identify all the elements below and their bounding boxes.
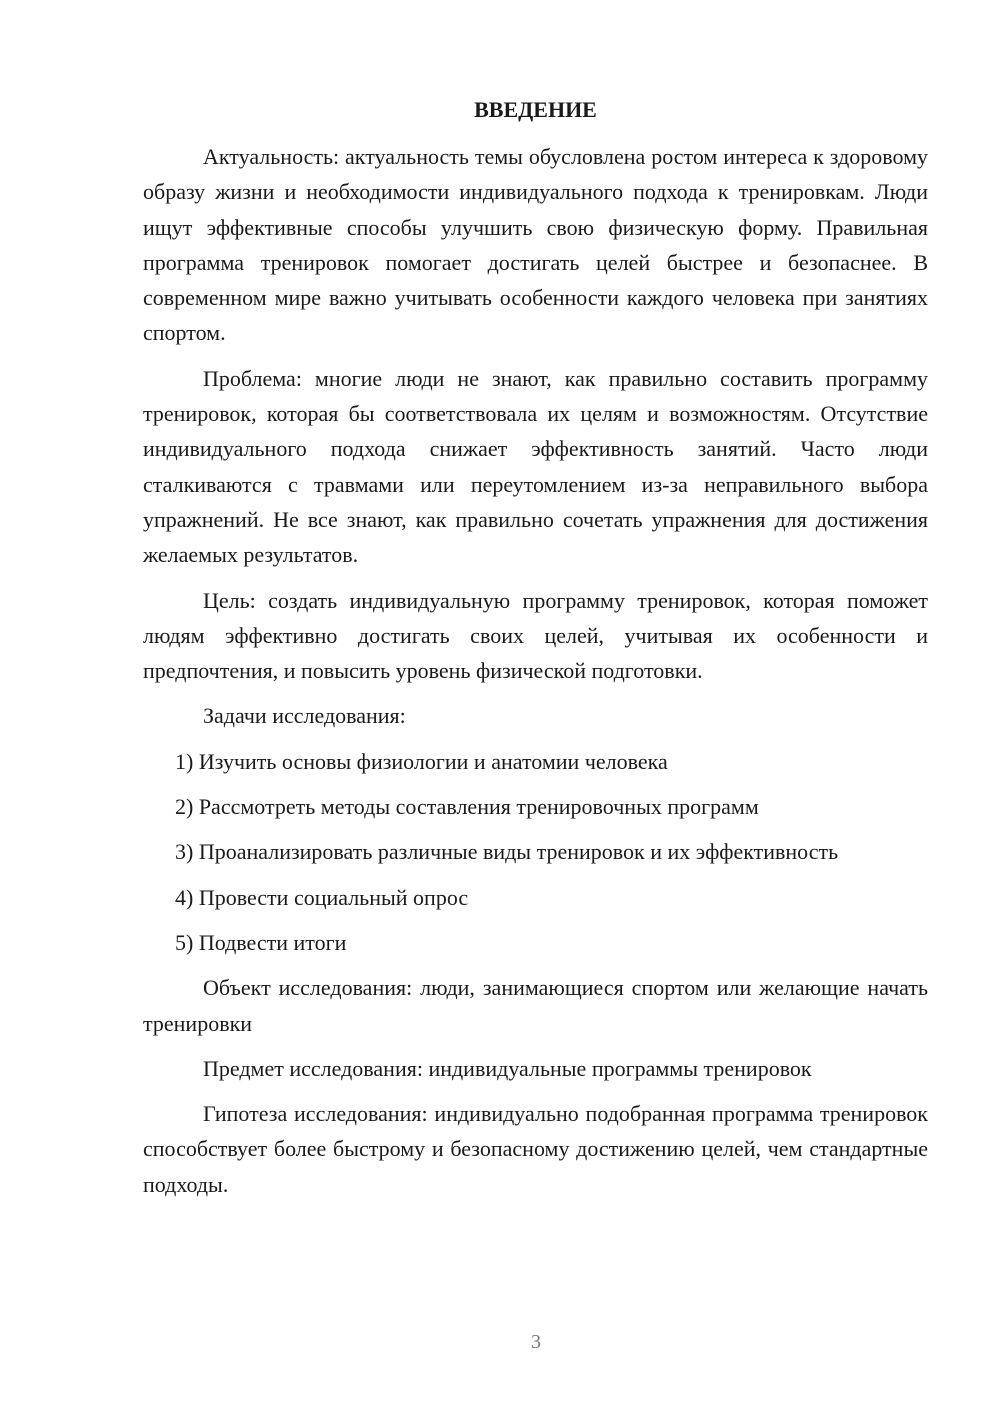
page-number: 3 [531,1331,541,1353]
list-item: 2) Рассмотреть методы составления тренировочных программ [175,794,759,820]
document-page [143,95,928,1212]
object-paragraph: Объект исследования: люди, занимающиеся спортом или желающие начать тренировки [143,975,928,1036]
hypothesis-paragraph: Гипотеза исследования: индивидуально подобранная программа тренировок способствует более быстрому и безопасному достижению целей, чем стандартные подходы. [143,1101,928,1197]
list-item: 3) Проанализировать различные виды тренировок и их эффективность [175,839,839,865]
tasks-list [143,744,928,960]
problem-paragraph: Проблема: многие люди не знают, как правильно составить программу тренировок, которая бы соответствовала их целям и возможностям. Отсутствие индивидуального подхода снижает эффективность занятий. Часто люди сталкиваются с травмами или переутомлением из-за неправильного выбора упражнений. Не все знают, как правильно сочетать упражнения для достижения желаемых результатов. [143,365,928,568]
list-item: 5) Подвести итоги [175,929,347,955]
tasks-heading: Задачи исследования: [203,703,406,729]
subject-paragraph: Предмет исследования: индивидуальные программы тренировок [203,1055,812,1081]
goal-paragraph: Цель: создать индивидуальную программу тренировок, которая поможет людям эффективно достигать своих целей, учитывая их особенности и предпочтения, и повысить уровень физической подготовки. [143,587,928,684]
list-item: 1) Изучить основы физиологии и анатомии человека [175,748,668,774]
list-item: 4) Провести социальный опрос [175,884,469,910]
page-title: ВВЕДЕНИЕ [474,97,597,122]
relevance-paragraph: Актуальность: актуальность темы обусловлена ростом интереса к здоровому образу жизни и необходимости индивидуального подхода к тренировкам. Люди ищут эффективные способы улучшить свою физическую форму. Правильная программа тренировок помогает достигать целей быстрее и безопаснее. В современном мире важно учитывать особенности каждого человека при занятиях спортом. [143,144,928,346]
